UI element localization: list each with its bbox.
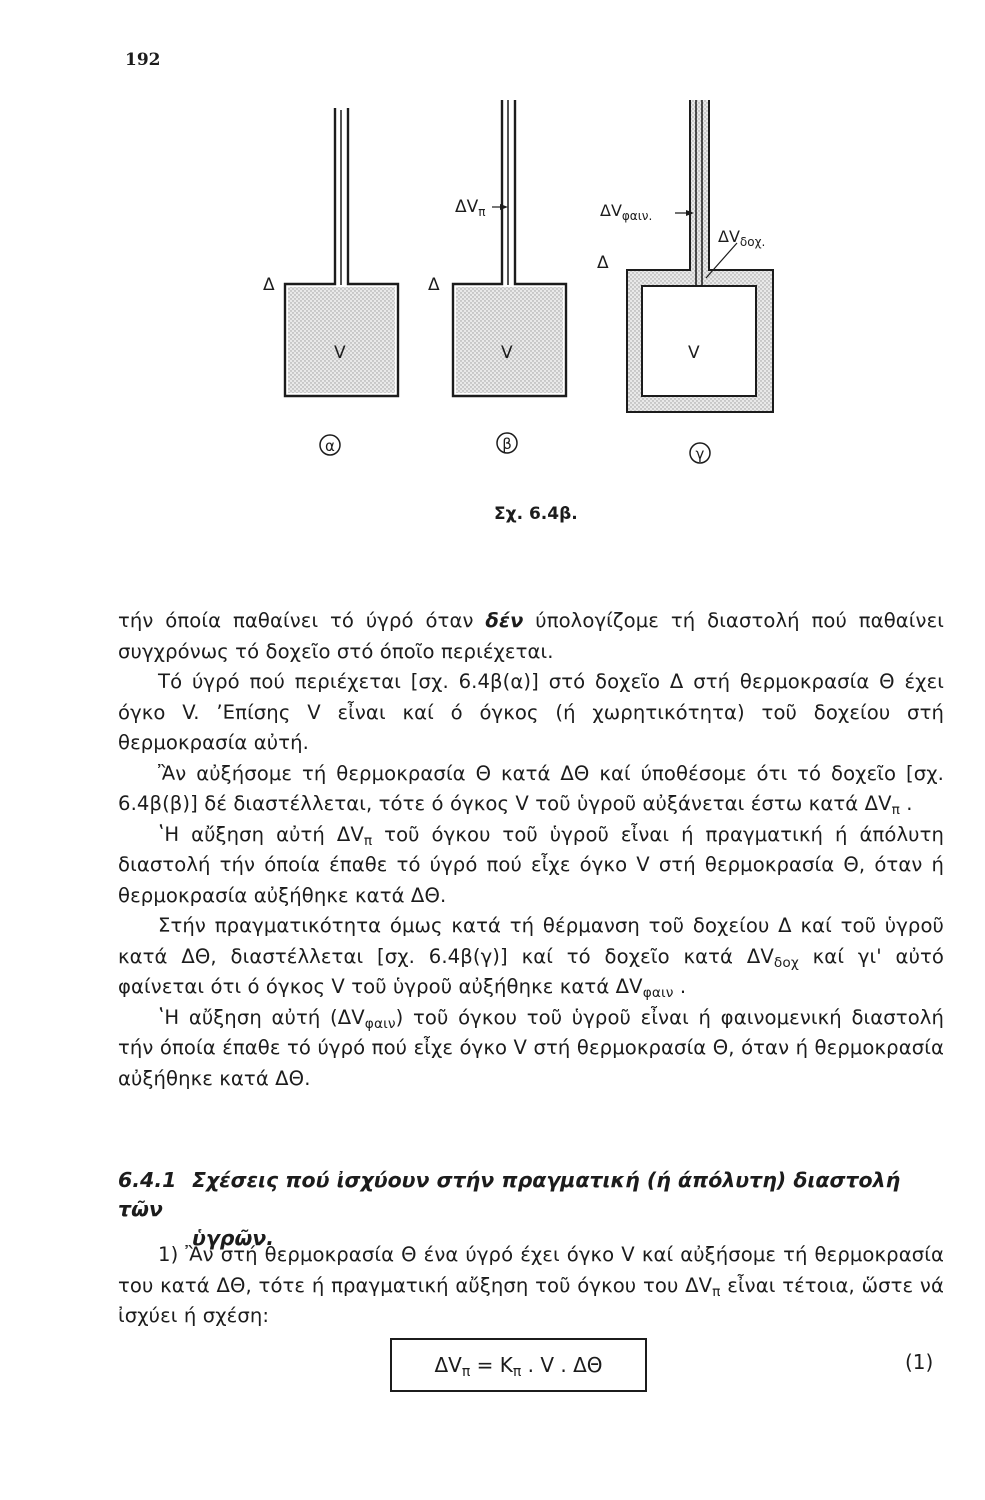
body-text	[118, 606, 944, 1094]
annotation-delta-v-doch: $\Delta V_{\delta o\chi.}$	[718, 227, 766, 249]
page-number: 192	[125, 50, 161, 70]
panel-beta	[428, 100, 566, 453]
section-title-line2: ὑγρῶν.	[192, 1226, 275, 1250]
formula: $\Delta V_\pi = K_\pi$ . V . ΔΘ	[434, 1353, 603, 1380]
paragraph-5: Στήν πραγματικότητα όμως κατά τή θέρμανση τοῦ δοχείου Δ καί τοῦ ὑγροῦ κατά ΔΘ, διαστέλλεται [σχ. 6.4β(γ)] καί τό δοχεῖο κατά $\Delta V_{\delta o\chi}$ καί γι' αὐτό φαίνεται ότι ό όγκος V τοῦ ὑγροῦ αὐξήθηκε κατά $\Delta V_{\varphi\alpha\iota\nu}$ .	[118, 914, 944, 1001]
marker-beta: β	[502, 435, 512, 453]
liquid-alpha	[288, 287, 395, 393]
rule-1-text	[118, 1240, 944, 1332]
paragraph-3: Ἂν αὐξήσομε τή θερμοκρασία Θ κατά ΔΘ καί ύποθέσομε ότι τό δοχεῖο [σχ. 6.4β(β)] δέ διαστέλλεται, τότε ό όγκος V τοῦ ὑγροῦ αὐξάνεται έστω κατά $\Delta V_\pi$ .	[118, 761, 944, 818]
volume-label-alpha: V	[334, 343, 346, 363]
figure-caption: Σχ. 6.4β.	[494, 504, 578, 524]
paragraph-6: ʽΗ αὔξηση αὐτή $(\Delta V_{\varphi\alpha\iota\nu})$ τοῦ όγκου τοῦ ὑγροῦ εἶναι ή φαινομενική διαστολή τήν όποία έπαθε τό ύγρό πού εἶχε όγκο V στή θερμοκρασία Θ, όταν ή θερμοκρασία αὐξήθηκε κατά ΔΘ.	[118, 1005, 944, 1090]
marker-gamma: γ	[695, 445, 705, 463]
volume-label-gamma: V	[688, 343, 700, 363]
marker-alpha: α	[325, 437, 335, 455]
section-number: 6.4.1	[118, 1168, 177, 1192]
paragraph-1: τήν όποία παθαίνει τό ύγρό όταν δέν ύπολογίζομε τή διαστολή πού παθαίνει συγχρόνως τό δοχεῖο στό όποῖο περιέχεται.	[118, 609, 944, 663]
delta-label-beta: Δ	[428, 275, 440, 295]
volume-label-beta: V	[501, 343, 513, 363]
paragraph-4: ʽΗ αὔξηση αὐτή $\Delta V_\pi$ τοῦ όγκου τοῦ ὑγροῦ εἶναι ή πραγματική ή άπόλυτη διαστολή τήν όποία έπαθε τό ύγρό πού εἶχε όγκο V στή θερμοκρασία Θ, όταν ή θερμοκρασία αὐξήθηκε κατά ΔΘ.	[118, 822, 944, 907]
annotation-delta-v-pi: $\Delta V_\pi$	[455, 197, 486, 219]
liquid-beta	[456, 287, 563, 393]
thermal-expansion-figure	[0, 0, 985, 530]
panel-alpha	[263, 108, 398, 455]
panel-gamma	[597, 100, 773, 463]
formula-number: (1)	[905, 1350, 934, 1374]
paragraph-2: Τό ύγρό πού περιέχεται [σχ. 6.4β(α)] στό δοχεῖο Δ στή θερμοκρασία Θ έχει όγκο V. ʼΕπίσης V εἶναι καί ό όγκος (ή χωρητικότητα) τοῦ δοχείου στή θερμοκρασία αὐτή.	[118, 670, 944, 754]
delta-label-alpha: Δ	[263, 275, 275, 295]
section-title-line1: Σχέσεις πού ἰσχύουν στήν πραγματική (ή άπόλυτη) διαστολή τῶν	[118, 1168, 901, 1221]
delta-label-gamma: Δ	[597, 253, 609, 273]
formula-box	[390, 1338, 647, 1392]
rule-1: 1) Ἂν στή θερμοκρασία Θ ένα ύγρό έχει όγκο V καί αὐξήσομε τή θερμοκρασία του κατά ΔΘ, τότε ή πραγματική αὔξηση τοῦ όγκου του $\Delta V_\pi$ εἶναι τέτοια, ὥστε νά ἰσχύει ή σχέση:	[118, 1243, 944, 1327]
annotation-delta-v-phain: $\Delta V_{\varphi\alpha\iota\nu.}$	[600, 201, 653, 223]
